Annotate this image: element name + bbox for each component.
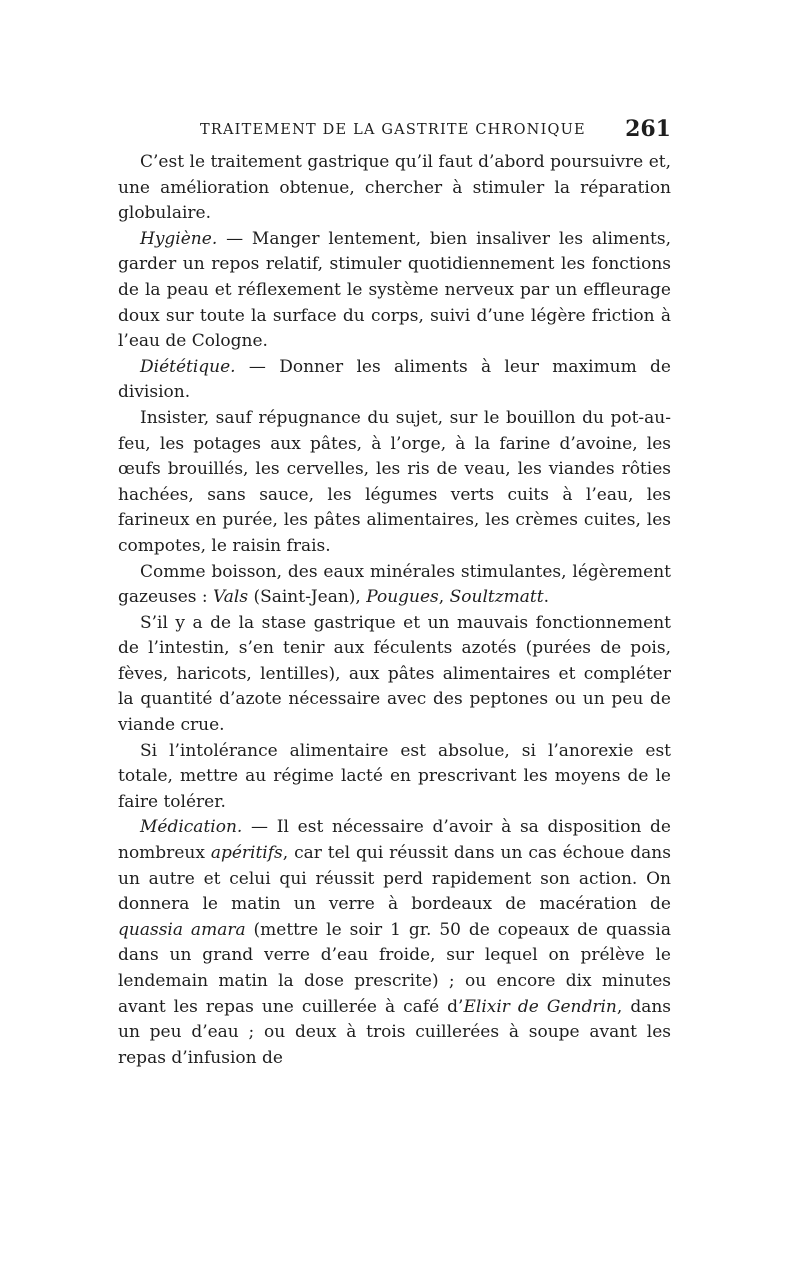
paragraph-text: — Il est nécessaire d’avoir à sa disposition de nombreux (118, 817, 671, 864)
paragraph-treatment (118, 150, 671, 227)
paragraph-text: (mettre le soir 1 gr. 50 de copeaux de quassia dans un grand verre d’eau froide, sur lequel on prélève le lendemain matin la dose prescrite) ; ou encore dix minutes avant les repas une cuillerée à café d’ (118, 919, 671, 1017)
paragraph-text: , dans un peu d’eau ; ou deux à trois cuillerées à soupe avant les repas d’infusion de (118, 996, 672, 1068)
body-text (118, 150, 671, 1071)
paragraph-text: Comme boisson, des eaux minérales stimulantes, légèrement gazeuses : (118, 561, 671, 608)
paragraph-text: (Saint-Jean), (248, 587, 367, 608)
paragraph-text: . (543, 587, 549, 608)
paragraph-boisson (118, 560, 671, 611)
page-number: 261 (625, 116, 671, 142)
paragraph-text: C’est le traitement gastrique qu’il faut d’abord poursuivre et, une amélioration obtenue, chercher à stimuler la réparation globulaire. (118, 152, 671, 224)
italic-quassia: quassia amara (118, 919, 246, 940)
italic-soultzmatt: Soultzmatt (449, 587, 544, 608)
paragraph-insister (118, 406, 671, 560)
section-lead-medication: Médication. (140, 817, 243, 838)
paragraph-dietetique (118, 355, 671, 406)
paragraph-text: , car tel qui réussit dans un cas échoue dans un autre et celui qui réussit perd rapidement son action. On donnera le matin un verre à bordeaux de macération de (118, 843, 671, 915)
paragraph-hygiene (118, 227, 671, 355)
paragraph-stase (118, 611, 671, 739)
paragraph-text: S’il y a de la stase gastrique et un mauvais fonctionnement de l’intestin, s’en tenir aux féculents azotés (purées de pois, fèves, haricots, lentilles), aux pâtes alimentaires et compléter la quantité d’azote nécessaire avec des peptones ou un peu de viande crue. (118, 612, 671, 736)
paragraph-text: Insister, sauf répugnance du sujet, sur le bouillon du pot-au-feu, les potages aux pâtes, à l’orge, à la farine d’avoine, les œufs brouillés, les cervelles, les ris de veau, les viandes rôties hachées, sans sauce, les légumes verts cuits à l’eau, les farineux en purée, les pâtes alimentaires, les crèmes cuites, les compotes, le raisin frais. (118, 407, 671, 556)
running-title: TRAITEMENT DE LA GASTRITE CHRONIQUE (200, 122, 586, 138)
paragraph-text: — Donner les aliments à leur maximum de division. (118, 356, 671, 403)
italic-elixir: Elixir de Gendrin (463, 996, 617, 1017)
italic-pougues: Pougues (366, 587, 439, 608)
running-header (118, 116, 671, 146)
italic-vals: Vals (213, 587, 249, 608)
paragraph-text: , (438, 587, 450, 608)
section-lead-hygiene: Hygiène. (140, 228, 218, 249)
section-lead-dietetique: Diététique. (140, 356, 236, 377)
paragraph-text: — Manger lentement, bien insaliver les aliments, garder un repos relatif, stimuler quotidiennement les fonctions de la peau et réflexement le système nerveux par un effleurage doux sur toute la surface du corps, suivi d’une légère friction à l’eau de Cologne. (118, 228, 671, 352)
paragraph-medication (118, 815, 671, 1071)
paragraph-intolerance (118, 739, 671, 816)
book-page (118, 116, 671, 1071)
paragraph-text: Si l’intolérance alimentaire est absolue, si l’anorexie est totale, mettre au régime lacté en prescrivant les moyens de le faire tolérer. (118, 740, 671, 812)
italic-aperitifs: apéritifs (210, 843, 283, 864)
